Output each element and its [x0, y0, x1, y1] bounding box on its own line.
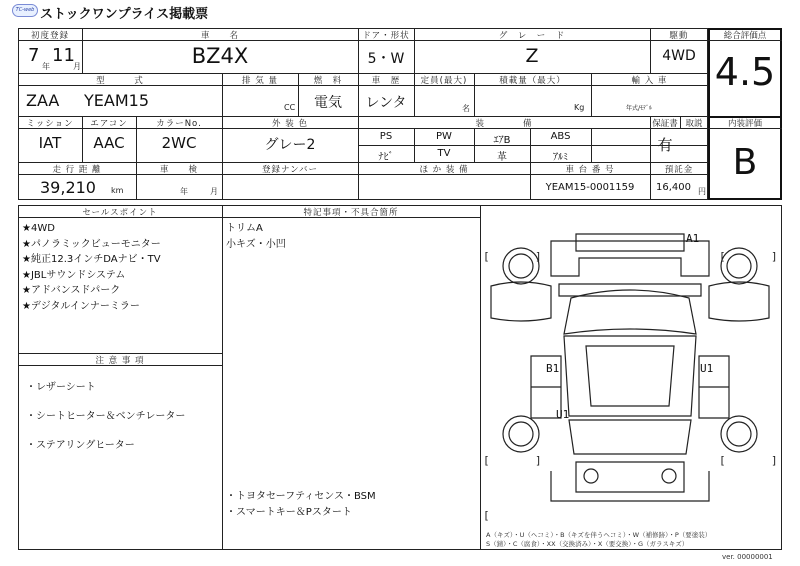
history: レンタ: [365, 95, 407, 111]
damage-mark-u1-right: U1: [700, 362, 714, 375]
load-label: 積載量（最大）: [499, 76, 566, 86]
equip-abs: ABS: [550, 131, 571, 142]
interior-rating-label: 内装評価: [727, 119, 762, 129]
chassis-label: 車 台 番 号: [565, 165, 615, 175]
mileage: 39,210: [40, 178, 96, 197]
mileage-unit: km: [111, 186, 124, 195]
other-equipment-label: ほ か 装 備: [419, 165, 469, 175]
grade: Z: [525, 45, 539, 67]
first-reg-label: 初度登録: [30, 31, 69, 41]
damage-mark-a1: A1: [686, 232, 700, 245]
color-no-label: カラーNo.: [156, 119, 202, 129]
first-reg-month-suffix: 月: [73, 62, 81, 71]
svg-text:[: [: [719, 454, 726, 467]
fuel-label: 燃 料: [313, 76, 343, 86]
drive: 4WD: [662, 48, 696, 64]
special-bottom-list: [226, 489, 376, 521]
color-no: 2WC: [161, 134, 197, 152]
equip-navi: ﾅﾋﾞ: [378, 152, 394, 163]
svg-text:]: ]: [771, 454, 778, 467]
svg-text:[: [: [483, 509, 490, 522]
sales-point: ★JBLサウンドシステム: [22, 269, 126, 281]
model-label: 型 式: [96, 76, 144, 86]
damage-mark-b1: B1: [546, 362, 560, 375]
equipment-label: 装 備: [475, 119, 533, 129]
aircon: AAC: [93, 134, 125, 152]
aircon-label: エアコン: [90, 119, 128, 129]
manual-label: 取説: [685, 119, 703, 129]
import-note: 年式/ﾓﾃﾞﾙ: [626, 105, 653, 112]
form-title: ストックワンプライス掲載票: [40, 7, 209, 22]
plate-label: 登録ナンバー: [262, 165, 318, 175]
special-notes-list: [226, 221, 286, 252]
overall-rating-label: 総合評価点: [723, 31, 767, 41]
note-item: ・ステアリングヒーター: [26, 440, 135, 451]
svg-text:]: ]: [535, 250, 542, 263]
notes-list: [26, 373, 185, 460]
first-reg-year-suffix: 年: [42, 62, 50, 71]
special-bottom-item: ・スマートキー＆Pスタート: [226, 507, 352, 518]
svg-text:]: ]: [771, 250, 778, 263]
svg-text:[: [: [483, 250, 490, 263]
doors: 5・W: [367, 51, 405, 67]
equip-ps: PS: [379, 131, 393, 142]
fuel: 電気: [314, 95, 342, 111]
svg-text:[: [: [719, 250, 726, 263]
equip-alloy: ｱﾙﾐ: [553, 152, 568, 163]
exterior-color: グレー2: [264, 137, 316, 153]
first-reg-day: 11: [52, 45, 75, 66]
grade-label: グ レ ー ド: [498, 31, 566, 41]
inspection-year: 年: [180, 187, 188, 196]
special-note: トリムA: [226, 223, 263, 234]
first-reg-month: 7: [28, 45, 40, 66]
special-bottom-item: ・トヨタセーフティセンス・BSM: [226, 491, 376, 502]
model-code: YEAM15: [84, 91, 149, 110]
sales-point: ★4WD: [22, 223, 55, 234]
history-label: 車 歴: [371, 76, 401, 86]
deposit-label: 預託金: [664, 165, 694, 175]
displacement-label: 排 気 量: [242, 76, 278, 86]
svg-text:]: ]: [535, 454, 542, 467]
interior-rating: B: [732, 142, 758, 183]
inspection-month: 月: [210, 187, 218, 196]
notes-title: 注 意 事 項: [95, 356, 145, 366]
note-item: ・シートヒーター＆ベンチレーター: [26, 411, 186, 422]
mileage-label: 走 行 距 離: [52, 165, 102, 175]
model-prefix: ZAA: [26, 91, 60, 110]
svg-text:[: [: [483, 454, 490, 467]
car-name: BZ4X: [191, 44, 249, 68]
special-note: 小キズ・小凹: [226, 238, 286, 250]
car-damage-diagram: [481, 206, 781, 531]
sales-points-list: [22, 221, 161, 314]
warranty-label: 保証書: [652, 119, 678, 129]
sales-point: ★デジタルインナーミラー: [22, 300, 140, 312]
equip-leather: 革: [497, 152, 507, 163]
equip-tv: TV: [437, 148, 451, 159]
capacity-unit: 名: [462, 104, 470, 113]
note-item: ・レザーシート: [26, 382, 96, 393]
warranty-value: 有: [657, 136, 673, 154]
logo: TC-web: [12, 4, 38, 17]
sales-point: ★パノラミックビューモニター: [22, 238, 161, 250]
doors-label: ドア・形状: [362, 31, 410, 41]
displacement-unit: CC: [284, 103, 296, 112]
deposit-unit: 円: [698, 187, 706, 196]
sales-point: ★純正12.3インチDAナビ・TV: [22, 254, 161, 265]
car-name-label: 車 名: [200, 31, 239, 41]
mission-label: ミッション: [26, 119, 74, 129]
chassis-number: YEAM15-0001159: [545, 182, 635, 193]
damage-legend-line2: S（錆）・C（腐食）・XX（交換済み）・X（要交換）・G（ガラスキズ）: [486, 540, 689, 548]
damage-mark-u1-left: U1: [556, 408, 570, 421]
exterior-label: 外 装 色: [272, 119, 308, 129]
capacity-label: 定員(最大): [420, 76, 468, 86]
drive-label: 駆動: [669, 31, 689, 41]
sales-points-title: セールスポイント: [82, 208, 158, 218]
load-unit: Kg: [574, 103, 585, 112]
deposit: 16,400: [656, 182, 691, 193]
inspection-label: 車 検: [159, 165, 198, 175]
equip-pw: PW: [436, 131, 452, 142]
import-label: 輸 入 車: [631, 76, 668, 86]
damage-legend-line1: A（キズ）・U（ヘコミ）・B（キズを伴うヘコミ）・W（補修跡）・P（要塗装）: [486, 531, 712, 539]
equip-airbag: ｴｱB: [493, 135, 511, 146]
sales-point: ★アドバンスドパーク: [22, 285, 121, 296]
special-notes-title: 特記事項・不具合箇所: [303, 208, 399, 218]
mission: IAT: [38, 134, 62, 152]
version-label: ver. 00000001: [722, 553, 773, 561]
overall-rating: 4.5: [714, 50, 776, 94]
